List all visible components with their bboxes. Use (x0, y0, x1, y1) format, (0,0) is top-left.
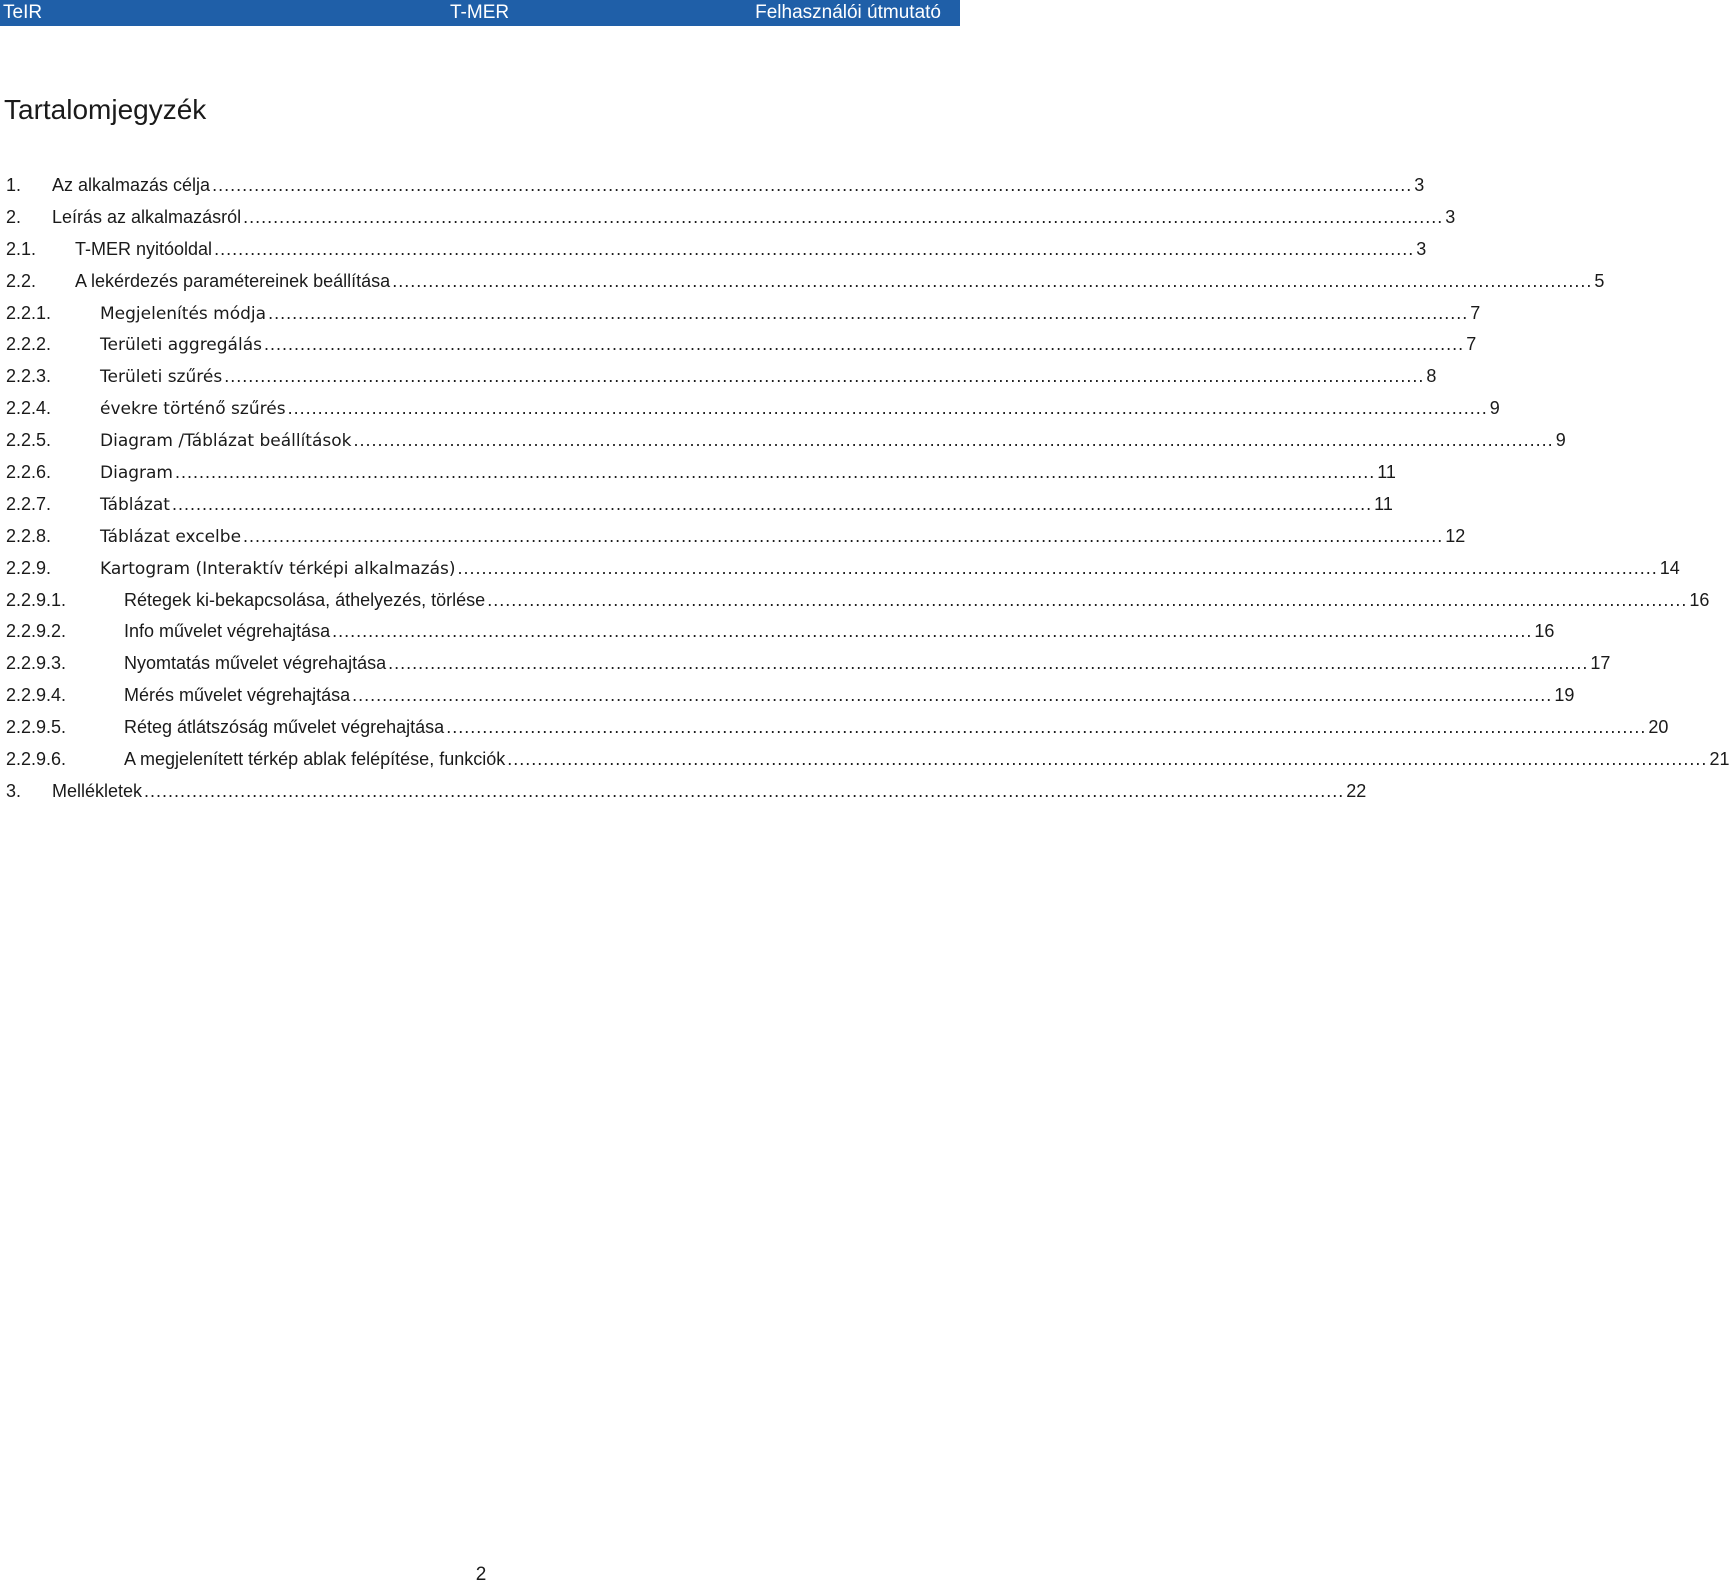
toc-leader-dots: ........................................................................................................................................................................................................ (507, 749, 1708, 770)
toc-entry-number: 2. (6, 206, 22, 227)
toc-entry-title: T-MER nyitóoldal (75, 238, 213, 259)
toc-entry-title: évekre történő szűrés (100, 399, 286, 420)
toc-entry-page: 20 (1648, 717, 1669, 738)
toc-entry[interactable] (0, 457, 1396, 489)
toc-entry-title: A lekérdezés paramétereinek beállítása (75, 270, 391, 291)
toc-entry-title: Az alkalmazás célja (52, 175, 211, 195)
toc-entry[interactable] (0, 329, 1477, 361)
toc-entry-number: 2.2.6. (6, 462, 52, 483)
page-header (0, 0, 960, 26)
header-center-text: T-MER (450, 2, 510, 23)
page-number-text: 2 (475, 1564, 487, 1585)
toc-entry-page: 16 (1689, 589, 1710, 610)
toc-entry[interactable] (0, 744, 1729, 776)
toc-entry-title: Info művelet végrehajtása (124, 621, 331, 642)
toc-entry-title: Területi aggregálás (100, 335, 262, 356)
toc-entry-title: Mérés művelet végrehajtása (124, 685, 351, 706)
toc-leader-dots: ........................................................................................................................................................................................................ (446, 717, 1647, 738)
toc-entry-number: 2.2.4. (6, 398, 52, 419)
toc-entry[interactable] (0, 616, 1555, 648)
toc-leader-dots: ........................................................................................................................................................................................................ (175, 462, 1376, 483)
toc-entry[interactable] (0, 298, 1481, 330)
toc-leader-dots: ........................................................................................................................................................................................................ (214, 238, 1415, 259)
toc-entry-page: 7 (1470, 302, 1481, 323)
toc-entry-number: 2.2.8. (6, 525, 52, 546)
toc-entry[interactable] (0, 776, 1367, 808)
toc-leader-dots: ........................................................................................................................................................................................................ (144, 780, 1345, 801)
toc-entry-page: 14 (1659, 557, 1680, 578)
toc-entry-page: 8 (1426, 366, 1437, 387)
toc-entry-page: 9 (1555, 430, 1566, 451)
toc-entry-title: Területi szűrés (100, 367, 223, 388)
toc-leader-dots: ........................................................................................................................................................................................................ (212, 175, 1413, 195)
toc-entry-title: Rétegek ki-bekapcsolása, áthelyezés, törlése (124, 589, 486, 610)
toc-leader-dots: ........................................................................................................................................................................................................ (268, 302, 1469, 323)
toc-entry-number: 2.2.9.3. (6, 653, 67, 674)
toc-entry[interactable] (0, 712, 1669, 744)
toc-entry-page: 11 (1377, 462, 1396, 483)
toc-entry-title: Táblázat (100, 494, 170, 515)
toc-leader-dots: ........................................................................................................................................................................................................ (487, 589, 1688, 610)
toc-entry-number: 2.2.1. (6, 302, 52, 323)
toc-entry-number: 2.2.9.1. (6, 589, 67, 610)
toc-entry-title: Nyomtatás művelet végrehajtása (124, 653, 387, 674)
toc-entry-page: 22 (1346, 780, 1367, 801)
toc-entry-number: 2.2.5. (6, 430, 52, 451)
toc-entry-number: 2.2.9.2. (6, 621, 67, 642)
toc-entry-number: 2.2.9. (6, 557, 52, 578)
toc-leader-dots: ........................................................................................................................................................................................................ (263, 334, 1465, 355)
toc-entry-page: 3 (1445, 206, 1456, 227)
toc-entry[interactable] (0, 425, 1566, 457)
toc-entry-title: Mellékletek (52, 780, 143, 801)
header-right-text: Felhasználói útmutató (755, 2, 941, 23)
toc-entry-page: 3 (1416, 238, 1427, 259)
toc-entry-title: Diagram /Táblázat beállítások (100, 431, 352, 452)
toc-entry-number: 1. (6, 175, 22, 195)
toc-entry-title: Réteg átlátszóság művelet végrehajtása (124, 717, 445, 738)
toc-entry-title: Diagram (100, 463, 173, 484)
toc-entry-page: 19 (1554, 685, 1575, 706)
toc-entry-number: 2.2. (6, 270, 37, 291)
toc-entry[interactable] (0, 361, 1437, 393)
toc-entry-number: 3. (6, 780, 22, 801)
toc-leader-dots: ........................................................................................................................................................................................................ (457, 557, 1658, 578)
toc-leader-dots: ........................................................................................................................................................................................................ (243, 206, 1444, 227)
toc-leader-dots: ........................................................................................................................................................................................................ (353, 430, 1554, 451)
toc-entry-page: 12 (1445, 525, 1466, 546)
toc-entry-title: Táblázat excelbe (100, 526, 242, 547)
toc-entry[interactable] (0, 489, 1393, 521)
toc-entry-number: 2.2.9.5. (6, 717, 67, 738)
toc-entry-title: A megjelenített térkép ablak felépítése, funkciók (124, 749, 506, 770)
toc-title: Tartalomjegyzék (4, 94, 207, 125)
toc-entry-page: 16 (1534, 621, 1555, 642)
toc-entry[interactable] (0, 680, 1575, 712)
toc-entry-title: Kartogram (Interaktív térképi alkalmazás) (100, 558, 456, 579)
toc-entry-number: 2.1. (6, 238, 37, 259)
toc-entry-page: 9 (1489, 398, 1500, 419)
toc-list (0, 170, 1729, 808)
toc-entry-number: 2.2.9.6. (6, 749, 67, 770)
toc-leader-dots: ........................................................................................................................................................................................................ (287, 398, 1488, 419)
toc-entry[interactable] (0, 393, 1500, 425)
toc-entry-title: Leírás az alkalmazásról (52, 206, 242, 227)
toc-entry[interactable] (0, 553, 1680, 585)
toc-entry[interactable] (0, 648, 1611, 680)
toc-leader-dots: ........................................................................................................................................................................................................ (224, 366, 1425, 387)
toc-entry-number: 2.2.7. (6, 493, 52, 514)
toc-leader-dots: ........................................................................................................................................................................................................ (392, 270, 1593, 291)
toc-leader-dots: ........................................................................................................................................................................................................ (243, 525, 1444, 546)
toc-entry-number: 2.2.2. (6, 334, 52, 355)
toc-entry-page: 7 (1466, 334, 1477, 355)
header-left-text: TeIR (3, 2, 43, 23)
page-number (0, 1562, 960, 1588)
toc-leader-dots: ........................................................................................................................................................................................................ (352, 685, 1553, 706)
toc-entry-page: 11 (1374, 493, 1393, 514)
toc-entry-page: 5 (1594, 270, 1605, 291)
toc-entry-number: 2.2.9.4. (6, 685, 67, 706)
toc-entry[interactable] (0, 521, 1466, 553)
toc-leader-dots: ........................................................................................................................................................................................................ (171, 493, 1373, 514)
toc-leader-dots: ........................................................................................................................................................................................................ (332, 621, 1533, 642)
toc-entry[interactable] (0, 170, 1425, 202)
toc-entry-page: 17 (1590, 653, 1611, 674)
toc-entry[interactable] (0, 202, 1456, 234)
toc-entry[interactable] (0, 234, 1427, 266)
toc-entry-page: 21 (1709, 749, 1729, 770)
toc-leader-dots: ........................................................................................................................................................................................................ (388, 653, 1589, 674)
toc-entry-number: 2.2.3. (6, 366, 52, 387)
toc-entry[interactable] (0, 585, 1710, 617)
toc-entry[interactable] (0, 266, 1605, 298)
toc-entry-page: 3 (1414, 175, 1425, 195)
toc-entry-title: Megjelenítés módja (100, 303, 267, 324)
